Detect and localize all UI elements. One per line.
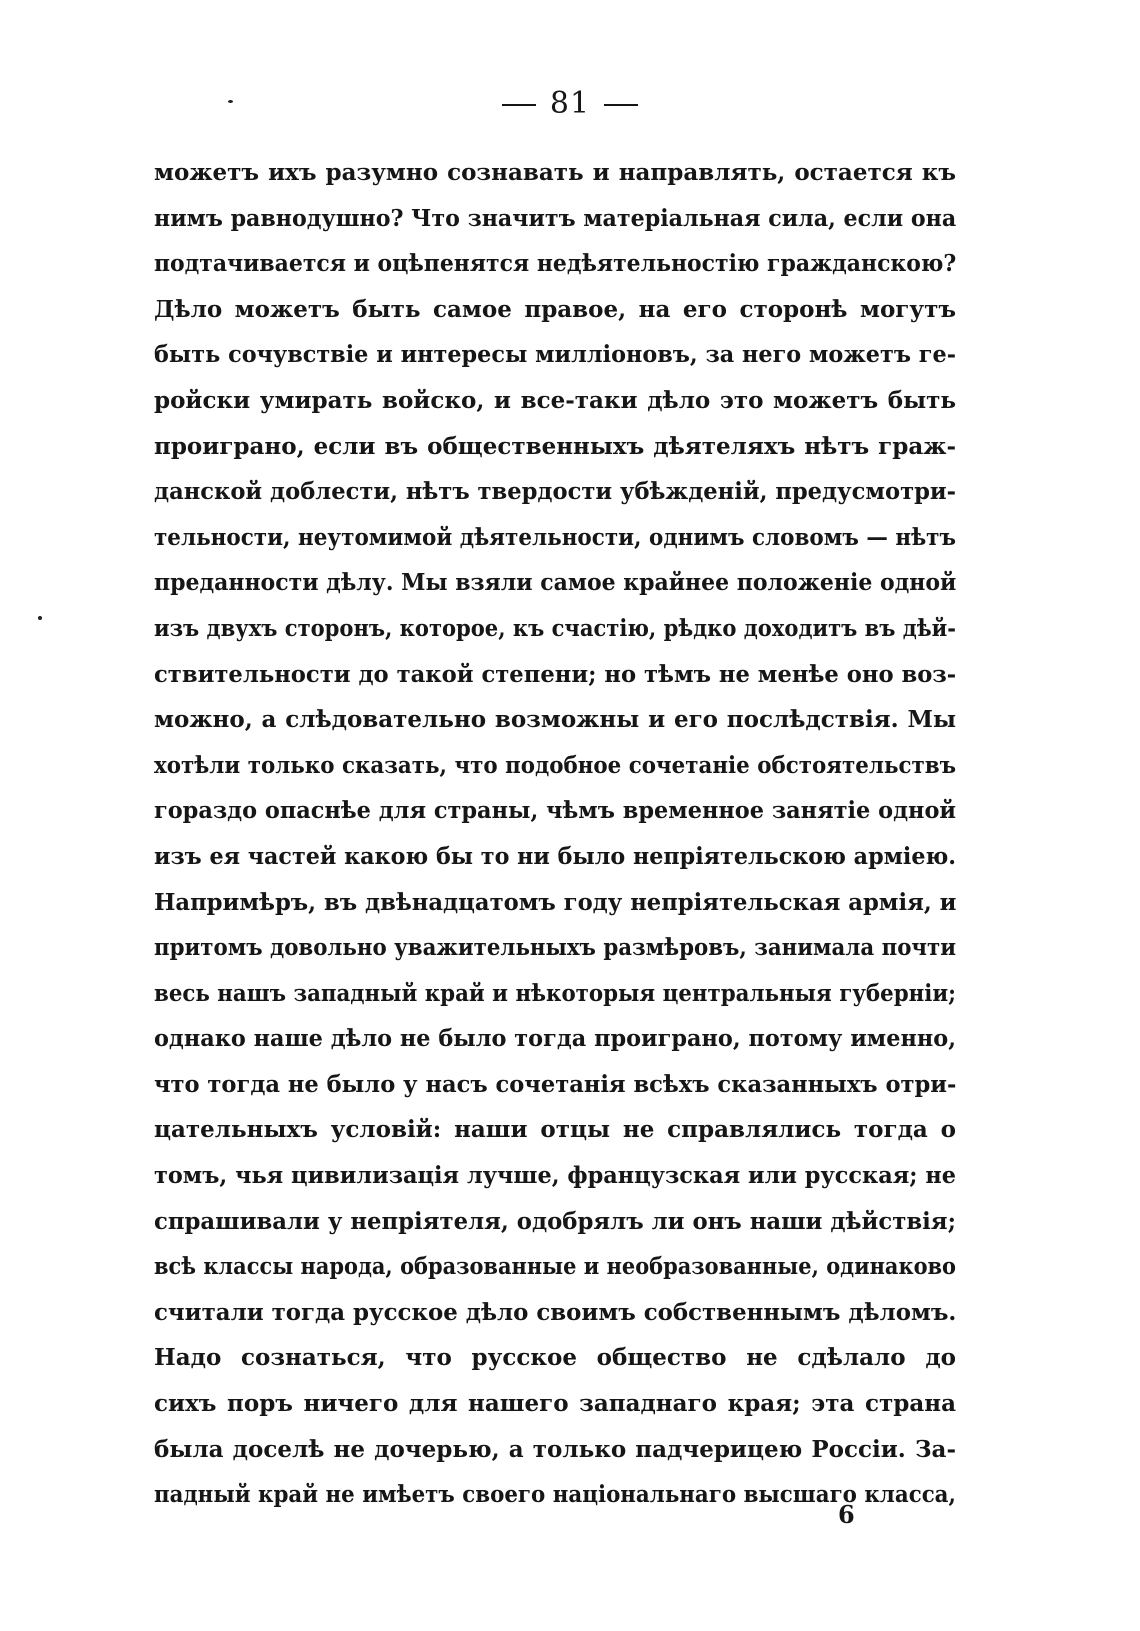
text-line: спрашивали у непріятеля, одобрялъ ли онъ наши дѣйствія;	[154, 1207, 956, 1235]
text-line: Надо сознаться, что русское общество не сдѣлало до	[154, 1344, 956, 1372]
text-line: ройски умирать войско, и все-таки дѣло это можетъ быть	[154, 386, 956, 414]
print-speck	[38, 616, 42, 620]
text-line: тельности, неутомимой дѣятельности, однимъ словомъ — нѣтъ	[154, 523, 956, 551]
text-line: можно, а слѣдовательно возможны и его послѣдствія. Мы	[154, 706, 956, 734]
text-line: была доселѣ не дочерью, а только падчерицею Россіи. За-	[154, 1435, 956, 1463]
text-line: хотѣли только сказать, что подобное сочетаніе обстоятельствъ	[154, 751, 956, 779]
text-line: сихъ поръ ничего для нашего западнаго края; эта страна	[154, 1390, 956, 1418]
text-line: цательныхъ условій: наши отцы не справлялись тогда о	[154, 1116, 956, 1144]
text-line: Дѣло можетъ быть самое правое, на его сторонѣ могутъ	[154, 295, 956, 323]
text-line: однако наше дѣло не было тогда проиграно, потому именно,	[154, 1025, 956, 1053]
text-line: гораздо опаснѣе для страны, чѣмъ временное занятіе одной	[154, 797, 957, 825]
body-text	[154, 154, 956, 1522]
text-line: что тогда не было у насъ сочетанія всѣхъ сказанныхъ отри-	[154, 1070, 957, 1098]
text-line: считали тогда русское дѣло своимъ собственнымъ дѣломъ.	[154, 1298, 957, 1326]
text-line: всѣ классы народа, образованные и необразованные, одинаково	[154, 1253, 957, 1281]
text-line: данской доблести, нѣтъ твердости убѣжденій, предусмотри-	[154, 478, 957, 506]
text-line: нимъ равнодушно? Что значитъ матеріальная сила, если она	[154, 204, 957, 232]
page-header	[0, 86, 1140, 121]
header-dash-left	[502, 104, 536, 106]
text-line: Напримѣръ, въ двѣнадцатомъ году непріятельская армія, и	[154, 888, 957, 916]
text-line: падный край не имѣетъ своего національнаго высшаго класса,	[154, 1481, 956, 1509]
text-line: проиграно, если въ общественныхъ дѣятеляхъ нѣтъ граж-	[154, 432, 956, 460]
text-line: изъ двухъ сторонъ, которое, къ счастію, рѣдко доходитъ въ дѣй-	[154, 614, 956, 642]
print-speck	[228, 100, 233, 103]
text-line: притомъ довольно уважительныхъ размѣровъ, занимала почти	[154, 934, 957, 962]
text-line: томъ, чья цивилизація лучше, французская или русская; не	[154, 1162, 956, 1190]
signature-mark: 6	[838, 1500, 855, 1529]
text-line: изъ ея частей какою бы то ни было непріятельскою арміею.	[154, 842, 957, 870]
text-line: можетъ ихъ разумно сознавать и направлять, остается къ	[154, 159, 956, 186]
text-line: весь нашъ западный край и нѣкоторыя центральныя губерніи;	[154, 979, 957, 1007]
text-line: быть сочувствіе и интересы милліоновъ, за него можетъ ге-	[154, 341, 956, 369]
text-line: ствительности до такой степени; но тѣмъ не менѣе оно воз-	[154, 660, 957, 688]
header-dash-right	[604, 104, 638, 106]
page-number: 81	[549, 86, 591, 121]
text-line: преданности дѣлу. Мы взяли самое крайнее положеніе одной	[154, 569, 957, 597]
text-line: подтачивается и оцѣпенятся недѣятельностію гражданскою?	[154, 250, 957, 278]
